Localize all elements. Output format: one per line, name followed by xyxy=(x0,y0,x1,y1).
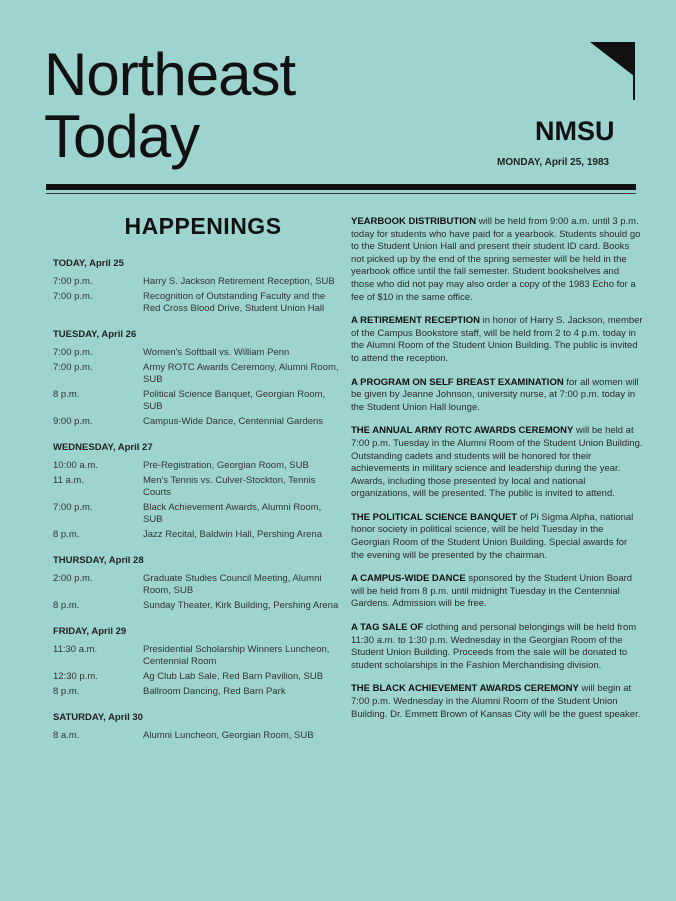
event-description: Sunday Theater, Kirk Building, Pershing Arena xyxy=(143,600,339,611)
event-description: Army ROTC Awards Ceremony, Alumni Room, SUB xyxy=(143,362,339,385)
event-row xyxy=(53,362,343,386)
happenings-column xyxy=(53,210,343,745)
notice-paragraph xyxy=(351,683,643,721)
event-row xyxy=(53,529,343,541)
event-row xyxy=(53,644,343,668)
notice-body: sponsored by the Student Union Board will be held from 8 p.m. until midnight Tuesday in the Centennial Gardens. Admission will be free. xyxy=(351,573,633,610)
notice-lead: THE POLITICAL SCIENCE BANQUET xyxy=(351,511,518,523)
event-row xyxy=(53,730,343,742)
event-description: Jazz Recital, Baldwin Hall, Pershing Arena xyxy=(143,529,323,540)
schedule-list xyxy=(53,258,343,742)
notices-column xyxy=(351,216,643,732)
issue-date: MONDAY, April 25, 1983 xyxy=(497,157,610,168)
masthead-title-line2: Today xyxy=(44,103,200,170)
section-heading: HAPPENINGS xyxy=(124,213,282,239)
notice-body: clothing and personal belongings will be held from 11:30 a.m. to 1:30 p.m. Wednesday in the Georgian Room of the Student Union Building. Proceeds from the sale will be donated to student scholarships in the Fashion Merchandising division. xyxy=(351,622,637,671)
notice-lead: THE BLACK ACHIEVEMENT AWARDS CEREMONY xyxy=(351,683,579,695)
event-time: 7:00 p.m. xyxy=(53,362,93,373)
masthead-title-line1: Northeast xyxy=(44,41,296,108)
event-row xyxy=(53,686,343,698)
notice-body: in honor of Harry S. Jackson, member of the Campus Bookstore staff, will be held from 2 to 4 p.m. today in the Alumni Room of the Student Union Building. The public is invited to attend the reception. xyxy=(351,315,643,364)
university-logo: NMSU xyxy=(535,116,615,146)
notice-paragraph xyxy=(351,425,643,501)
day-heading: THURSDAY, April 28 xyxy=(53,555,144,566)
event-row xyxy=(53,460,343,472)
notice-paragraph xyxy=(351,315,643,365)
event-time: 8 a.m. xyxy=(53,730,80,741)
event-time: 8 p.m. xyxy=(53,600,80,611)
event-description: Alumni Luncheon, Georgian Room, SUB xyxy=(143,730,314,741)
event-time: 12:30 p.m. xyxy=(53,671,98,682)
notice-paragraph xyxy=(351,216,643,304)
event-description: Presidential Scholarship Winners Luncheon, Centennial Room xyxy=(143,644,330,667)
masthead-rule xyxy=(46,184,636,190)
notice-body: will be held at 7:00 p.m. Tuesday in the Alumni Room of the Student Union Building. Outstanding cadets and students will be honored for their achievements in military science and leadership during the year. Awards, including those presented by local and national organizations, will be presented. The public is invited to attend. xyxy=(351,425,643,500)
event-time: 10:00 a.m. xyxy=(53,460,98,471)
event-time: 11 a.m. xyxy=(53,475,84,486)
notice-body: of Pi Sigma Alpha, national honor society in political science, will be held Tuesday in the Georgian Room of the Student Union Building. Special awards for the evening will be presented by the chairman. xyxy=(351,511,634,561)
day-heading: SATURDAY, April 30 xyxy=(53,712,143,723)
event-row xyxy=(53,347,343,359)
day-heading: WEDNESDAY, April 27 xyxy=(53,442,153,453)
event-description: Recognition of Outstanding Faculty and the Red Cross Blood Drive, Student Union Hall xyxy=(143,291,326,314)
event-row xyxy=(53,600,343,612)
event-time: 8 p.m. xyxy=(53,529,80,540)
event-description: Ag Club Lab Sale, Red Barn Pavilion, SUB xyxy=(143,671,324,682)
corner-flag-icon xyxy=(588,40,636,100)
event-row xyxy=(53,671,343,683)
event-description: Ballroom Dancing, Red Barn Park xyxy=(143,686,286,697)
event-row xyxy=(53,389,343,413)
notice-body: will be held from 9:00 a.m. until 3 p.m. today for students who have paid for a yearbook. Students should go to the Student Union Hall and present their student ID card. Books not picked up by the end of the spring semester will be held in the yearbook office until the fall semester. Student bookshelves and those who did not pay may also order a copy of the 1983 Echo for a fee of $10 in the same office. xyxy=(351,216,641,303)
notice-lead: A PROGRAM ON SELF BREAST EXAMINATION xyxy=(351,376,564,388)
day-heading: FRIDAY, April 29 xyxy=(53,626,127,637)
event-row xyxy=(53,291,343,315)
event-description: Campus-Wide Dance, Centennial Gardens xyxy=(143,416,324,427)
event-description: Women's Softball vs. William Penn xyxy=(143,347,290,358)
notice-body: will begin at 7:00 p.m. Wednesday in the Alumni Room of the Student Union Building. Dr. Emmett Brown of Kansas City will be the guest speaker. xyxy=(351,683,641,720)
day-heading: TODAY, April 25 xyxy=(53,258,124,269)
event-time: 7:00 p.m. xyxy=(53,276,93,287)
event-description: Graduate Studies Council Meeting, Alumni Room, SUB xyxy=(143,573,322,596)
event-time: 8 p.m. xyxy=(53,686,80,697)
notice-lead: THE ANNUAL ARMY ROTC AWARDS CEREMONY xyxy=(351,425,574,437)
notice-body: for all women will be given by Jeanne Johnson, university nurse, at 7:00 p.m. today in the Student Union Hall lounge. xyxy=(351,376,639,413)
event-time: 7:00 p.m. xyxy=(53,502,93,513)
notice-paragraph xyxy=(351,573,643,611)
event-row xyxy=(53,276,343,288)
event-time: 8 p.m. xyxy=(53,389,80,400)
event-time: 9:00 p.m. xyxy=(53,416,93,427)
event-description: Men's Tennis vs. Culver-Stockton, Tennis Courts xyxy=(143,475,316,498)
day-heading: TUESDAY, April 26 xyxy=(53,329,137,340)
event-time: 7:00 p.m. xyxy=(53,347,93,358)
event-time: 2:00 p.m. xyxy=(53,573,93,584)
masthead-rule-thin xyxy=(46,193,636,194)
notice-lead: YEARBOOK DISTRIBUTION xyxy=(351,216,477,227)
notice-lead: A RETIREMENT RECEPTION xyxy=(351,315,480,327)
masthead-title xyxy=(44,41,296,170)
event-row xyxy=(53,502,343,526)
event-description: Harry S. Jackson Retirement Reception, SUB xyxy=(143,276,335,287)
event-time: 11:30 a.m. xyxy=(53,644,98,655)
notice-lead: A CAMPUS-WIDE DANCE xyxy=(351,573,466,585)
event-description: Black Achievement Awards, Alumni Room, SUB xyxy=(143,502,322,525)
event-description: Political Science Banquet, Georgian Room, SUB xyxy=(143,389,326,412)
notice-paragraph xyxy=(351,622,643,672)
notice-paragraph xyxy=(351,512,643,562)
event-row xyxy=(53,573,343,597)
event-time: 7:00 p.m. xyxy=(53,291,93,302)
event-row xyxy=(53,416,343,428)
notice-paragraph xyxy=(351,377,643,415)
event-row xyxy=(53,475,343,499)
event-description: Pre-Registration, Georgian Room, SUB xyxy=(143,460,309,471)
notice-lead: A TAG SALE OF xyxy=(351,622,424,634)
